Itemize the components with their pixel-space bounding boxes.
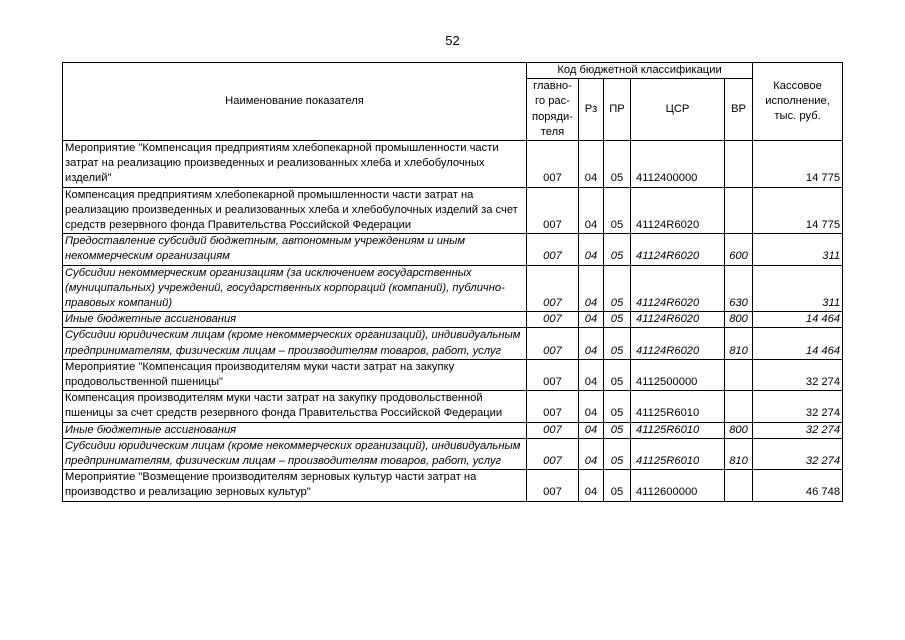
row-vr [725, 359, 753, 390]
header-amount: Кассовое исполнение, тыс. руб. [753, 63, 843, 141]
row-rz: 04 [579, 470, 604, 501]
table-row [63, 141, 843, 188]
table-row [63, 422, 843, 438]
row-rz: 04 [579, 234, 604, 265]
row-pr: 05 [604, 391, 631, 422]
row-amount: 32 274 [753, 422, 843, 438]
row-name: Иные бюджетные ассигнования [63, 422, 527, 438]
row-amount: 311 [753, 234, 843, 265]
row-csr: 41125R6010 [631, 438, 725, 469]
row-pr: 05 [604, 234, 631, 265]
row-name: Компенсация производителям муки части затрат на закупку продовольственной пшеницы за счет средств резервного фонда Правительства Российской Федерации [63, 391, 527, 422]
table-row [63, 438, 843, 469]
table-row [63, 391, 843, 422]
row-rz: 04 [579, 438, 604, 469]
row-vr: 800 [725, 312, 753, 328]
row-pr: 05 [604, 187, 631, 234]
row-gr: 007 [527, 141, 579, 188]
row-amount: 32 274 [753, 438, 843, 469]
table-body [63, 141, 843, 502]
row-name: Мероприятие "Возмещение производителям зерновых культур части затрат на производство и реализацию зерновых культур" [63, 470, 527, 501]
header-pr: ПР [604, 79, 631, 141]
row-name: Субсидии некоммерческим организациям (за исключением государственных (муниципальных) учреждений, государственных корпораций (компаний), публично-правовых компаний) [63, 265, 527, 312]
row-name: Субсидии юридическим лицам (кроме некоммерческих организаций), индивидуальным предпринимателям, физическим лицам – производителям товаров, работ, услуг [63, 438, 527, 469]
row-amount: 14 775 [753, 141, 843, 188]
row-pr: 05 [604, 312, 631, 328]
row-gr: 007 [527, 187, 579, 234]
row-name: Компенсация предприятиям хлебопекарной промышленности части затрат на реализацию произведенных и реализованных хлеба и хлебобулочных изделий за счет средств резервного фонда Правительства Российской Федерации [63, 187, 527, 234]
header-rz: Рз [579, 79, 604, 141]
row-gr: 007 [527, 438, 579, 469]
row-gr: 007 [527, 312, 579, 328]
table-row [63, 470, 843, 501]
row-csr: 41124R6020 [631, 234, 725, 265]
row-vr [725, 141, 753, 188]
row-pr: 05 [604, 265, 631, 312]
row-rz: 04 [579, 422, 604, 438]
row-rz: 04 [579, 312, 604, 328]
row-rz: 04 [579, 391, 604, 422]
row-csr: 4112600000 [631, 470, 725, 501]
row-pr: 05 [604, 438, 631, 469]
row-vr [725, 391, 753, 422]
table-row [63, 312, 843, 328]
row-csr: 41124R6020 [631, 328, 725, 359]
header-main-manager: главно-го рас-поряди-теля [527, 79, 579, 141]
row-pr: 05 [604, 328, 631, 359]
row-gr: 007 [527, 391, 579, 422]
row-name: Мероприятие "Компенсация предприятиям хлебопекарной промышленности части затрат на реализацию произведенных и реализованных хлеба и хлебобулочных изделий" [63, 141, 527, 188]
row-gr: 007 [527, 234, 579, 265]
row-rz: 04 [579, 187, 604, 234]
table-row [63, 359, 843, 390]
row-pr: 05 [604, 470, 631, 501]
header-csr: ЦСР [631, 79, 725, 141]
row-name: Иные бюджетные ассигнования [63, 312, 527, 328]
row-amount: 46 748 [753, 470, 843, 501]
row-amount: 14 775 [753, 187, 843, 234]
row-csr: 41125R6010 [631, 422, 725, 438]
row-pr: 05 [604, 422, 631, 438]
header-name: Наименование показателя [63, 63, 527, 141]
row-pr: 05 [604, 359, 631, 390]
row-csr: 41124R6020 [631, 265, 725, 312]
row-amount: 311 [753, 265, 843, 312]
row-name: Мероприятие "Компенсация производителям муки части затрат на закупку продовольственной пшеницы" [63, 359, 527, 390]
row-rz: 04 [579, 328, 604, 359]
row-vr [725, 470, 753, 501]
table-row [63, 328, 843, 359]
row-gr: 007 [527, 328, 579, 359]
row-amount: 14 464 [753, 312, 843, 328]
row-vr: 800 [725, 422, 753, 438]
row-amount: 32 274 [753, 359, 843, 390]
row-rz: 04 [579, 359, 604, 390]
header-vr: ВР [725, 79, 753, 141]
row-rz: 04 [579, 141, 604, 188]
row-name: Предоставление субсидий бюджетным, автономным учреждениям и иным некоммерческим организациям [63, 234, 527, 265]
row-csr: 41124R6020 [631, 312, 725, 328]
row-csr: 41125R6010 [631, 391, 725, 422]
row-gr: 007 [527, 359, 579, 390]
row-rz: 04 [579, 265, 604, 312]
row-amount: 32 274 [753, 391, 843, 422]
row-csr: 4112400000 [631, 141, 725, 188]
header-classification-group: Код бюджетной классификации [527, 63, 753, 79]
row-gr: 007 [527, 422, 579, 438]
row-amount: 14 464 [753, 328, 843, 359]
row-vr: 600 [725, 234, 753, 265]
row-vr: 810 [725, 328, 753, 359]
row-vr: 630 [725, 265, 753, 312]
page-number: 52 [445, 33, 460, 48]
table-row [63, 265, 843, 312]
table-row [63, 234, 843, 265]
row-csr: 4112500000 [631, 359, 725, 390]
table-row [63, 187, 843, 234]
row-gr: 007 [527, 470, 579, 501]
row-vr [725, 187, 753, 234]
row-vr: 810 [725, 438, 753, 469]
row-name: Субсидии юридическим лицам (кроме некоммерческих организаций), индивидуальным предпринимателям, физическим лицам – производителям товаров, работ, услуг [63, 328, 527, 359]
budget-execution-table [62, 62, 843, 502]
row-csr: 41124R6020 [631, 187, 725, 234]
row-gr: 007 [527, 265, 579, 312]
row-pr: 05 [604, 141, 631, 188]
